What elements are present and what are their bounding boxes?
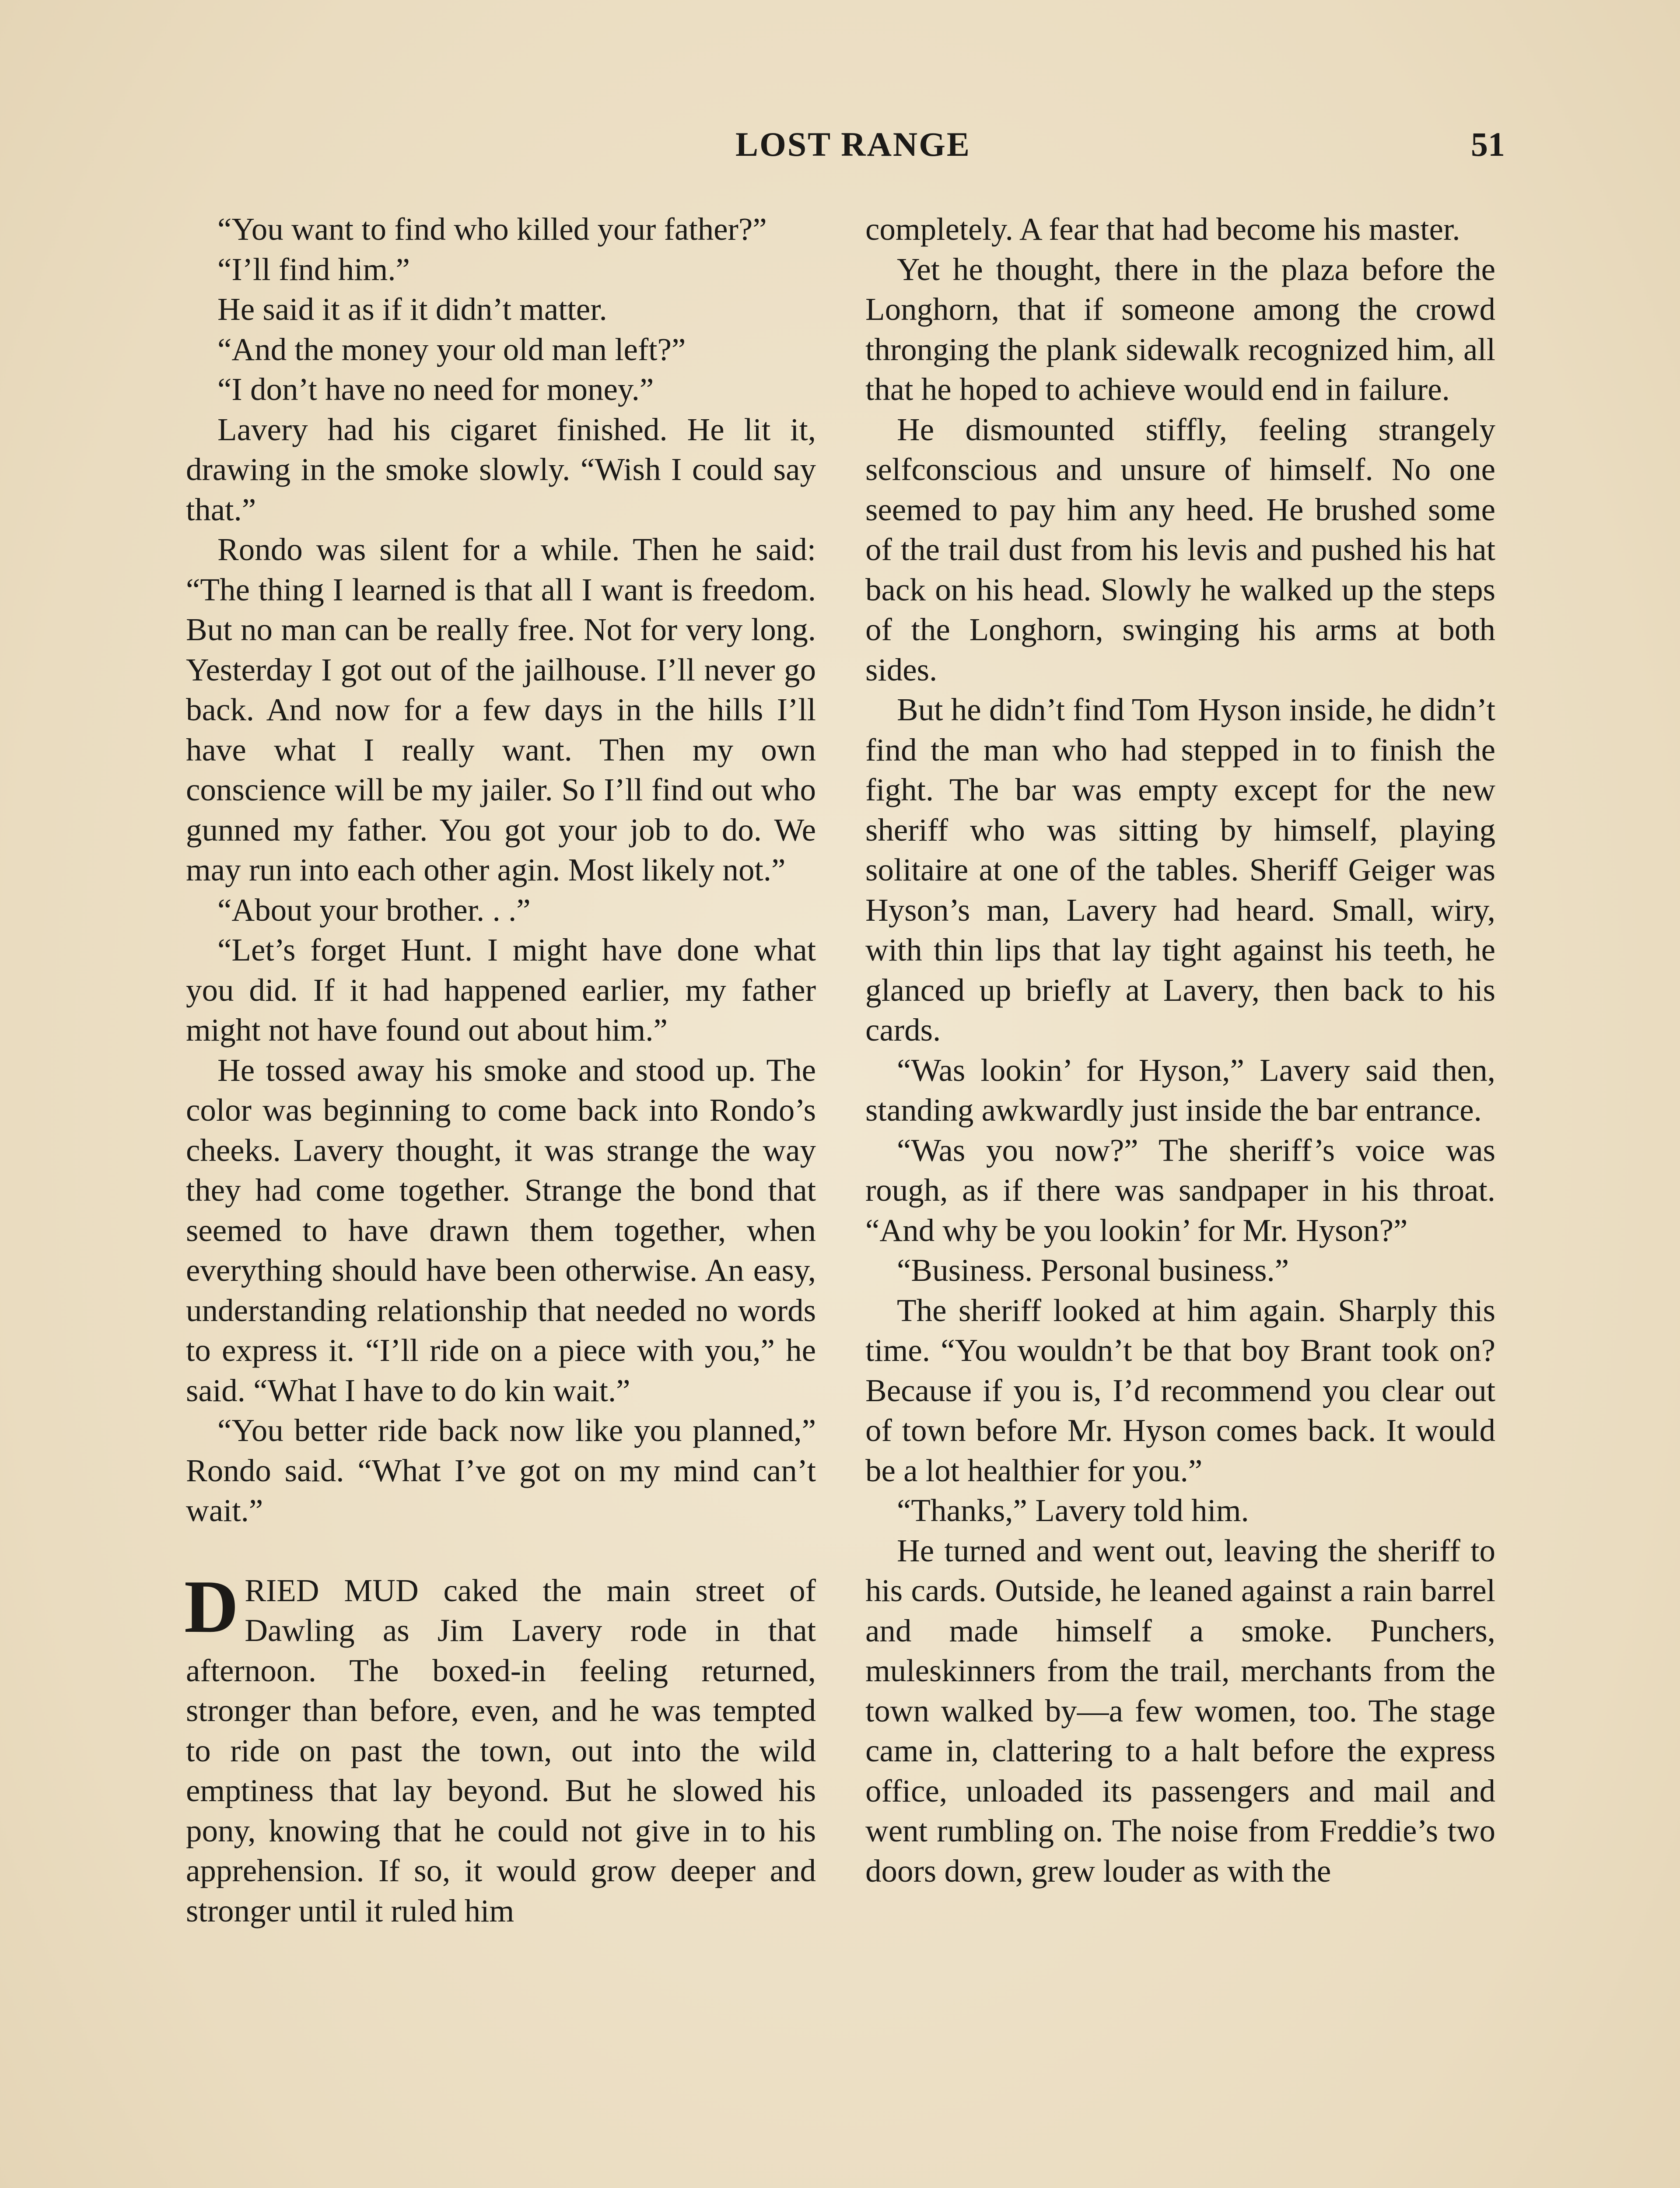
paragraph: He turned and went out, leaving the sheriff to his cards. Outside, he leaned against a rain barrel and made himself a smoke. Punchers, muleskinners from the trail, merchants from the town walked by—a few women, too. The stage came in, clattering to a halt before the express office, unloaded its passengers and mail and went rumbling on. The noise from Freddie’s two doors down, grew louder as with the xyxy=(865,1532,1495,1889)
section-break-text: RIED MUD caked the main street of Dawling as Jim Lavery rode in that afternoon. The boxed-in feeling returned, stronger than before, even, and he was tempted to ride on past the town, out into the wild emptiness that lay beyond. But he slowed his pony, knowing that he could not give in to his apprehension. If so, it would grow deeper and stronger until it ruled him xyxy=(186,1572,816,1929)
paragraph: “I don’t have no need for money.” xyxy=(217,372,654,407)
paragraph: Rondo was silent for a while. Then he said: “The thing I learned is that all I want is freedom. But no man can be really free. Not for very long. Yesterday I got out of the jailhouse. I’ll never go back. And now for a few days in the hills I’ll have what I really want. Then my own conscience will be my jailer. So I’ll find out who gunned my father. You got your job to do. We may run into each other agin. Most likely not.” xyxy=(186,532,816,887)
page-header xyxy=(0,125,1680,173)
right-column xyxy=(865,209,1495,1891)
paragraph: “And the money your old man left?” xyxy=(217,331,686,367)
paragraph: “Was you now?” The sheriff’s voice was rough, as if there was sandpaper in his throat. “And why be you lookin’ for Mr. Hyson?” xyxy=(865,1132,1495,1248)
paragraph: “About your brother. . .” xyxy=(217,892,531,928)
paragraph: “You better ride back now like you planned,” Rondo said. “What I’ve got on my mind can’t wait.” xyxy=(186,1413,816,1528)
paragraph: “Business. Personal business.” xyxy=(897,1252,1289,1288)
paragraph: “You want to find who killed your father?” xyxy=(217,211,767,247)
section-break-paragraph xyxy=(184,1565,816,1931)
paragraph: “Was lookin’ for Hyson,” Lavery said then, standing awkwardly just inside the bar entrance. xyxy=(865,1052,1495,1128)
paragraph: Yet he thought, there in the plaza before the Longhorn, that if someone among the crowd thronging the plank sidewalk recognized him, all that he hoped to achieve would end in failure. xyxy=(865,251,1495,407)
drop-cap: D xyxy=(184,1565,239,1648)
paragraph: Lavery had his cigaret finished. He lit it, drawing in the smoke slowly. “Wish I could say that.” xyxy=(186,411,816,527)
running-title: LOST RANGE xyxy=(735,125,971,163)
paragraph: “Thanks,” Lavery told him. xyxy=(897,1493,1249,1528)
paragraph: He tossed away his smoke and stood up. The color was beginning to come back into Rondo’s cheeks. Lavery thought, it was strange the way they had come together. Strange the bond that seemed to have drawn them together, when everything should have been otherwise. An easy, understanding relationship that needed no words to express it. “I’ll ride on a piece with you,” he said. “What I have to do kin wait.” xyxy=(186,1052,816,1408)
paragraph: “Let’s forget Hunt. I might have done what you did. If it had happened earlier, my father might not have found out about him.” xyxy=(186,932,816,1048)
paragraph-continued: completely. A fear that had become his master. xyxy=(865,211,1460,247)
paragraph: He dismounted stiffly, feeling strangely selfconscious and unsure of himself. No one seemed to pay him any heed. He brushed some of the trail dust from his levis and pushed his hat back on his head. Slowly he walked up the steps of the Longhorn, swinging his arms at both sides. xyxy=(865,411,1495,687)
paragraph: But he didn’t find Tom Hyson inside, he didn’t find the man who had stepped in to finish the fight. The bar was empty except for the new sheriff who was sitting by himself, playing solitaire at one of the tables. Sheriff Geiger was Hyson’s man, Lavery had heard. Small, wiry, with thin lips that lay tight against his teeth, he glanced up briefly at Lavery, then back to his cards. xyxy=(865,692,1495,1048)
paragraph: “I’ll find him.” xyxy=(217,251,410,287)
paragraph: The sheriff looked at him again. Sharply this time. “You wouldn’t be that boy Brant took on? Because if you is, I’d recommend you clear out of town before Mr. Hyson comes back. It would be a lot healthier for you.” xyxy=(865,1292,1495,1488)
left-column xyxy=(186,209,816,1931)
paragraph: He said it as if it didn’t matter. xyxy=(217,291,607,327)
page-number: 51 xyxy=(1471,125,1505,163)
